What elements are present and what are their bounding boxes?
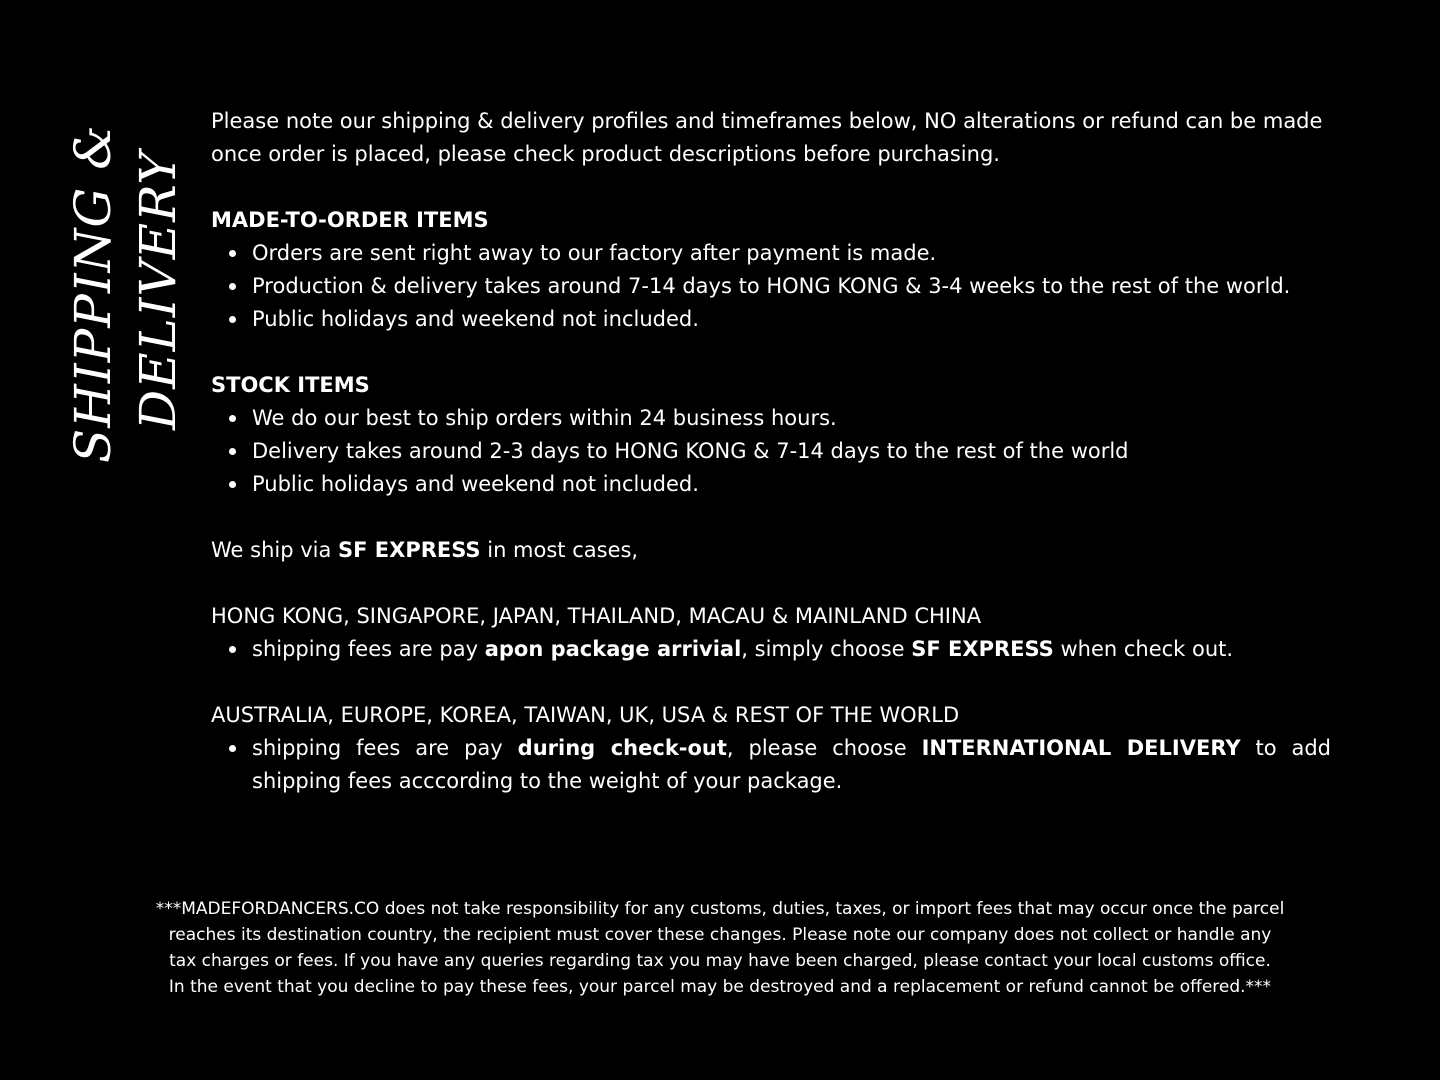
disclaimer [100,896,1340,1000]
carrier-name: SF EXPRESS [338,538,481,562]
bullet-emphasis: SF EXPRESS [911,637,1054,661]
spacer [211,501,1331,534]
stock-items-list [211,402,1331,501]
bullet-text: to add shipping fees acccording to the weight of your package. [252,736,1332,793]
list-item: We do our best to ship orders within 24 business hours. [252,402,1331,435]
spacer [211,666,1331,699]
region-asia-heading: HONG KONG, SINGAPORE, JAPAN, THAILAND, MACAU & MAINLAND CHINA [211,604,982,628]
disclaimer-line: ***MADEFORDANCERS.CO does not take responsibility for any customs, duties, taxes, or import fees that may occur once the parcel [155,899,1285,919]
spacer [211,336,1331,369]
intro-paragraph: Please note our shipping & delivery profiles and timeframes below, NO alterations or refund can be made once order is placed, please check product descriptions before purchasing. [211,109,1323,166]
region-world-list [211,732,1331,798]
side-title [60,100,190,480]
list-item: Orders are sent right away to our factory after payment is made. [252,237,1331,270]
region-asia-list [211,633,1331,666]
bullet-emphasis: INTERNATIONAL DELIVERY [921,736,1241,760]
disclaimer-line: tax charges or fees. If you have any queries regarding tax you may have been charged, please contact your local customs office. [169,951,1271,971]
carrier-line [211,534,1331,567]
region-world-heading: AUSTRALIA, EUROPE, KOREA, TAIWAN, UK, USA & REST OF THE WORLD [211,703,960,727]
bullet-emphasis: during check-out [517,736,727,760]
carrier-prefix: We ship via [211,538,339,562]
made-to-order-list [211,237,1331,336]
spacer [211,567,1331,600]
list-item: Public holidays and weekend not included. [252,468,1331,501]
stock-items-heading: STOCK ITEMS [211,373,370,397]
list-item: Production & delivery takes around 7-14 days to HONG KONG & 3-4 weeks to the rest of the world. [252,270,1331,303]
disclaimer-line: reaches its destination country, the recipient must cover these changes. Please note our company does not collect or handle any [168,925,1272,945]
bullet-emphasis: apon package arrivial [484,637,742,661]
bullet-text: shipping fees are pay [252,736,518,760]
made-to-order-heading: MADE-TO-ORDER ITEMS [211,208,489,232]
bullet-text: , simply choose [741,637,912,661]
list-item: Delivery takes around 2-3 days to HONG KONG & 7-14 days to the rest of the world [252,435,1331,468]
list-item [252,732,1331,798]
list-item [252,633,1331,666]
disclaimer-line: In the event that you decline to pay these fees, your parcel may be destroyed and a replacement or refund cannot be offered.*** [168,977,1272,997]
side-title-line-1: SHIPPING & [64,124,122,463]
bullet-text: , please choose [726,736,922,760]
bullet-text: when check out. [1053,637,1234,661]
carrier-suffix: in most cases, [480,538,639,562]
list-item: Public holidays and weekend not included. [252,303,1331,336]
side-title-line-2: DELIVERY [129,150,187,430]
shipping-content [211,105,1331,798]
side-title-graphic [60,100,190,480]
spacer [211,171,1331,204]
bullet-text: shipping fees are pay [252,637,485,661]
